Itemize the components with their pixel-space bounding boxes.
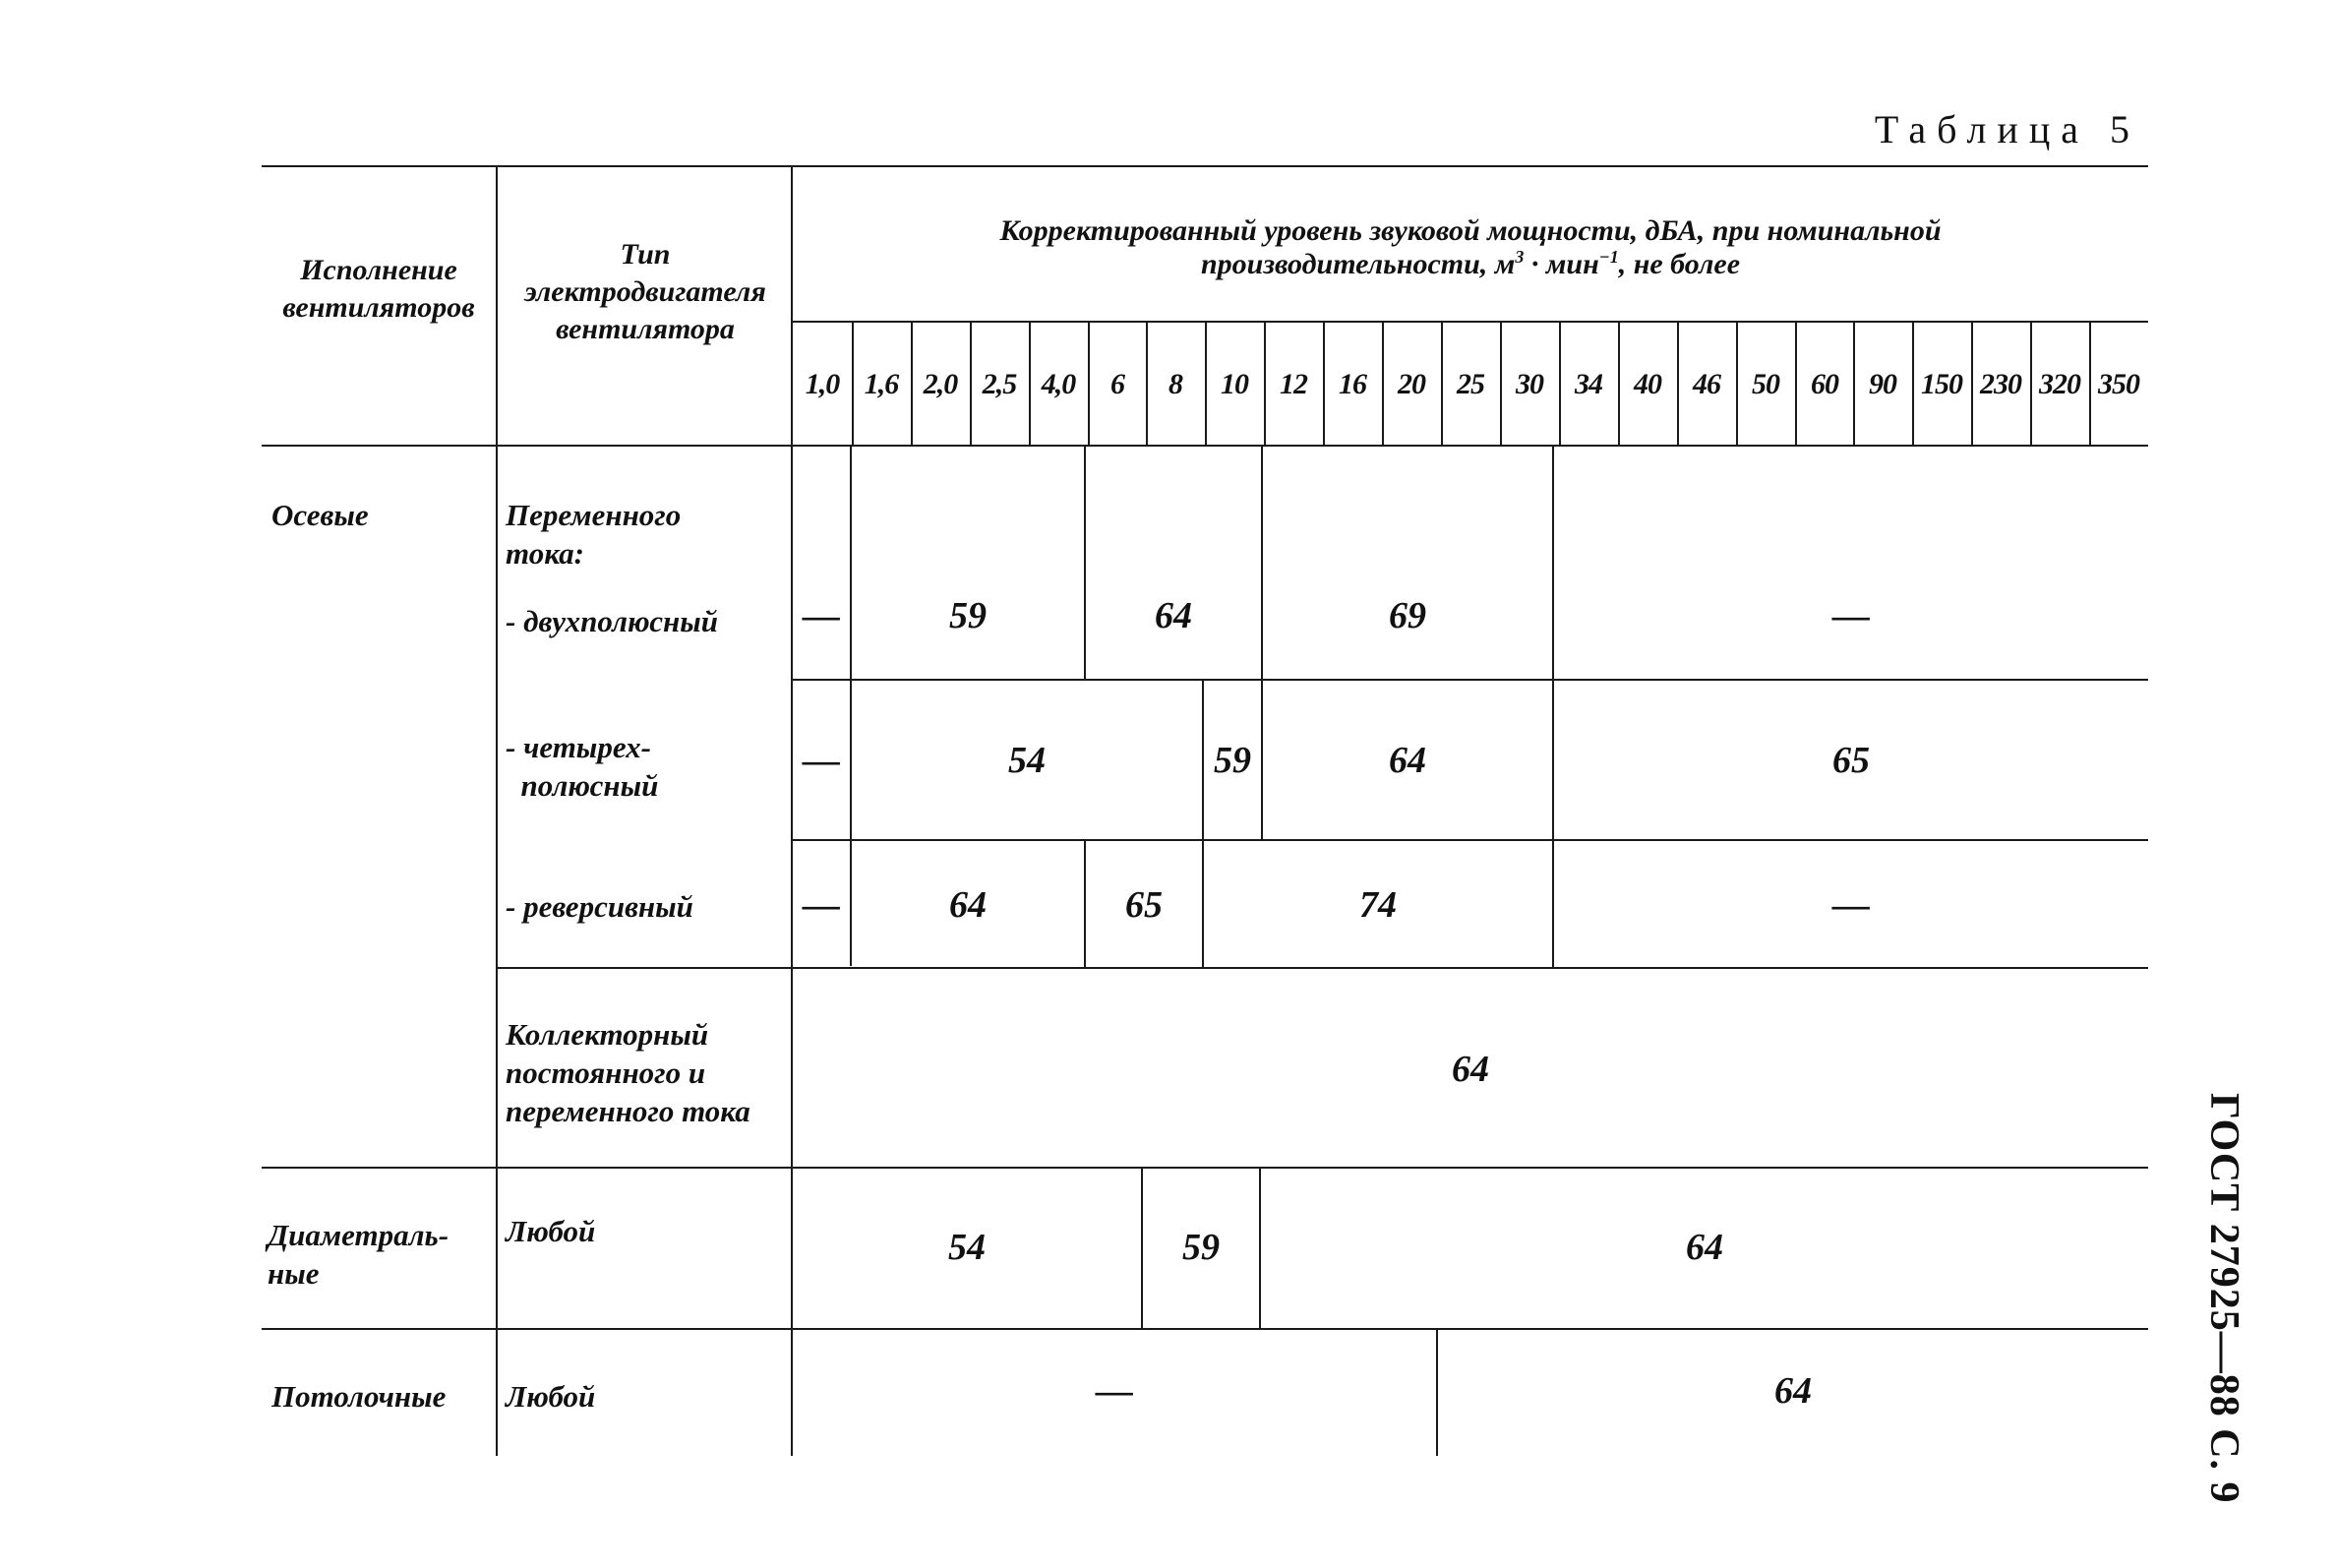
value-cell: 54 [1008, 740, 1046, 781]
capacity-header: 350 [2098, 368, 2139, 400]
motor-collector: Коллекторный постоянного и переменного тока [506, 1017, 750, 1128]
capacity-header: 90 [1869, 368, 1896, 400]
capacity-header: 46 [1693, 368, 1720, 400]
capacity-header: 8 [1168, 368, 1182, 400]
capacity-header: 16 [1339, 368, 1366, 400]
capacity-header: 320 [2039, 368, 2080, 400]
side-standard-label-text: ГОСТ 27925—88 С. 9 [2201, 1093, 2247, 1504]
capacity-header: 10 [1221, 368, 1248, 400]
value-cell: 64 [1774, 1370, 1812, 1412]
capacity-header: 25 [1457, 368, 1484, 400]
capacity-header: 34 [1575, 368, 1602, 400]
capacity-header: 2,0 [923, 368, 958, 400]
rule-col-design [496, 165, 498, 1456]
capacity-header: 4,0 [1041, 368, 1076, 400]
side-standard-label [2201, 1093, 2247, 1504]
value-cell: 64 [1155, 595, 1192, 636]
table-caption: Таблица 5 [1874, 107, 2140, 151]
value-cell: 65 [1832, 740, 1870, 781]
rule-two-pole [793, 679, 2148, 681]
header-power-line2 [793, 248, 2148, 281]
rule-diametral-bottom [262, 1328, 2148, 1330]
header-design [266, 252, 492, 327]
value-cell: — [1832, 595, 1870, 636]
header-power-sup2: −1 [1598, 247, 1619, 267]
value-cell: — [803, 595, 840, 636]
header-power-sup1: 3 [1515, 247, 1525, 267]
capacity-header: 150 [1921, 368, 1962, 400]
rule-axial-bottom [262, 1167, 2148, 1169]
value-cell: 54 [948, 1227, 986, 1268]
header-design-text: Исполнение вентиляторов [282, 254, 475, 324]
header-motor [502, 236, 789, 348]
design-diametral: Диаметраль- ные [268, 1218, 449, 1291]
motor-reversible: - реверсивный [506, 889, 693, 924]
motor-ac-label: Переменного тока: [506, 498, 682, 571]
header-motor-text: Тип электродвигателя вентилятора [524, 238, 766, 345]
rule-header-sub [793, 321, 2148, 323]
motor-diametral: Любой [506, 1214, 596, 1248]
header-power-line2-a: производительности, м [1200, 248, 1516, 280]
rule-top [262, 165, 2148, 167]
capacity-header: 12 [1280, 368, 1307, 400]
value-cell: 59 [949, 595, 987, 636]
header-power-line2-c: , не более [1618, 248, 1741, 280]
motor-two-pole: - двухполюсный [506, 604, 718, 638]
value-cell: 59 [1214, 740, 1251, 781]
capacity-header: 50 [1752, 368, 1779, 400]
value-cell: 64 [1452, 1049, 1489, 1090]
capacity-header: 1,6 [864, 368, 899, 400]
value-cell: 65 [1125, 884, 1163, 926]
capacity-header: 40 [1634, 368, 1661, 400]
rule-v [1084, 445, 1086, 679]
value-cell: 64 [949, 884, 987, 926]
header-power [793, 214, 2148, 281]
rule-v [1261, 445, 1263, 679]
design-axial: Осевые [271, 498, 369, 532]
header-power-line1: Корректированный уровень звуковой мощности, дБА, при номинальной [999, 214, 1942, 247]
motor-ceiling: Любой [506, 1379, 596, 1414]
capacity-header: 2,5 [982, 368, 1017, 400]
capacity-header: 20 [1398, 368, 1425, 400]
value-cell: 59 [1182, 1227, 1220, 1268]
capacity-header: 230 [1980, 368, 2021, 400]
motor-four-pole: - четырех- полюсный [506, 730, 659, 803]
rule-reversible [498, 967, 2148, 969]
value-cell: 64 [1686, 1227, 1723, 1268]
value-cell: 69 [1389, 595, 1426, 636]
capacity-header: 6 [1110, 368, 1124, 400]
value-cell: — [1832, 884, 1870, 926]
value-cell: 74 [1359, 884, 1397, 926]
value-cell: 64 [1389, 740, 1426, 781]
value-cell: — [803, 884, 840, 926]
capacity-header: 30 [1516, 368, 1543, 400]
rule-four-pole [793, 839, 2148, 841]
design-ceiling: Потолочные [271, 1379, 447, 1414]
value-cell: — [803, 740, 840, 781]
value-cell: — [1096, 1370, 1133, 1412]
rule-header-bottom [262, 445, 2148, 447]
capacity-header: 60 [1811, 368, 1838, 400]
header-power-line2-b: · мин [1524, 248, 1599, 280]
capacity-header: 1,0 [805, 368, 840, 400]
